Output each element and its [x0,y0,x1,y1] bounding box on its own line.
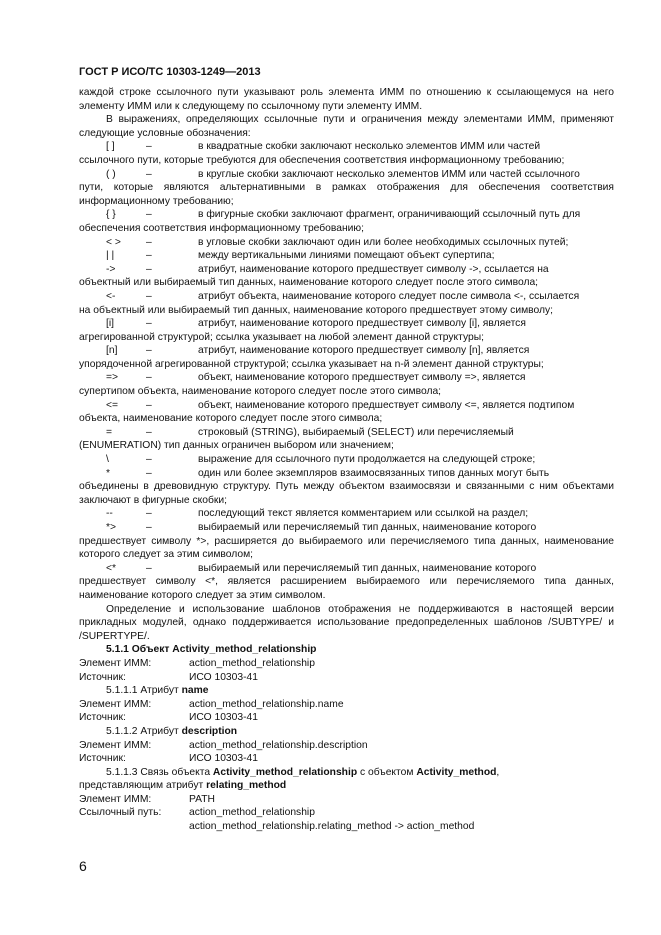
symbol: ( ) [106,168,116,180]
symbol: <- [106,290,116,302]
label-element: Элемент ИММ: [79,739,152,751]
symbol-row [79,140,614,154]
symbol-row [79,290,614,304]
row-reference-path [79,806,614,833]
symbol: -- [106,508,113,520]
symbol: < > [106,236,121,248]
label-element: Элемент ИММ: [79,793,152,805]
section-5-1-1-3-heading-cont: представляющим атрибут relating_method [79,780,287,792]
section-5-1-1-heading: 5.1.1 Объект Activity_method_relationship [106,644,317,656]
symbol-description-cont: агрегированной структурой; ссылка указывает на любой элемент данной структуры; [79,331,485,343]
symbol-row [79,263,614,277]
symbol-row [79,236,614,250]
value-element: PATH [189,793,215,805]
symbol: -> [106,263,116,275]
symbol-dash: – [146,318,152,330]
row-element [79,739,614,753]
document-header: ГОСТ Р ИСО/ТС 10303-1249—2013 [79,66,261,78]
symbol-description: атрибут, наименование которого предшествует символу [i], является [198,318,526,330]
section-5-1-1-1-heading: 5.1.1.1 Атрибут name [106,685,209,697]
symbol-row [79,344,614,358]
symbol-description: объект, наименование которого предшествует символу <=, является подтипом [198,399,575,411]
row-element [79,657,614,671]
symbol-list [79,140,614,602]
symbol-description: в фигурные скобки заключают фрагмент, ограничивающий ссылочный путь для [198,209,581,221]
symbol: = [106,426,113,438]
symbol-dash: – [146,508,152,520]
symbol-row [79,249,614,263]
intro-paragraph: каждой строке ссылочного пути указывают роль элемента ИММ по отношению к ссылающемуся на него элементу ИММ или к следующему по ссылочному пути элементу ИММ. [79,87,614,112]
symbol-dash: – [146,168,152,180]
value-source: ИСО 10303-41 [189,712,258,724]
symbol-description: атрибут, наименование которого предшествует символу ->, ссылается на [198,263,549,275]
label-element: Элемент ИММ: [79,657,152,669]
section-5-1-1-3-heading: 5.1.1.3 Связь объекта Activity_method_relationship с объектом Activity_method, [106,766,500,778]
symbol-row [79,521,614,535]
label-source: Источник: [79,753,126,765]
symbol-description: атрибут, наименование которого предшествует символу [n], является [198,345,530,357]
symbol-description: выбираемый или перечисляемый тип данных, наименование которого [198,562,537,574]
symbol-dash: – [146,345,152,357]
symbol-row [79,399,614,413]
symbol-row [79,317,614,331]
symbol: \ [106,454,109,466]
page-number: 6 [79,858,87,874]
symbol-dash: – [146,426,152,438]
notation-intro: В выражениях, определяющих ссылочные пути и ограничения между элементами ИММ, применяют следующие условные обозначения: [79,114,614,139]
symbol-description: в квадратные скобки заключают несколько элементов ИММ или частей [198,141,541,153]
symbol-dash: – [146,522,152,533]
symbol-description: последующий текст является комментарием или ссылкой на раздел; [198,508,529,520]
symbol-description-cont: на объектный или выбираемый тип данных, наименование которого предшествует этому символу; [79,304,554,316]
symbol-description: выражение для ссылочного пути продолжается на следующей строке; [198,454,536,466]
templates-paragraph: Определение и использование шаблонов отображения не поддерживаются в настоящей версии прикладных модулей, однако поддерживается использование предопределенных шаблонов /SUBTYPE/ и /SUPERTYPE/. [79,603,614,642]
symbol-row [79,562,614,576]
label-source: Источник: [79,671,126,683]
symbol-row [79,426,614,440]
row-source [79,711,614,725]
label-element: Элемент ИММ: [79,698,152,710]
row-element [79,698,614,712]
label-reference-path: Ссылочный путь: [79,807,162,819]
symbol-row [79,371,614,385]
row-element [79,793,614,807]
symbol-dash: – [146,399,152,411]
symbol-description-cont: предшествует символу *>, расширяется до выбираемого или перечисляемого типа данных, наименование которого следует за этим символом; [79,535,614,561]
symbol-description: объект, наименование которого предшествует символу =>, является [198,372,526,384]
symbol-dash: – [146,372,152,384]
symbol-row [79,208,614,222]
symbol: => [106,372,119,384]
symbol-description-cont: супертипом объекта, наименование которого следует после этого символа; [79,386,442,398]
section-5-1-1-2-heading: 5.1.1.2 Атрибут description [106,725,238,737]
symbol: | | [106,250,115,262]
value-element: action_method_relationship.name [189,698,344,710]
symbol-description-cont: объекта, наименование которого следует после этого символа; [79,413,383,425]
label-source: Источник: [79,712,126,724]
symbol-dash: – [146,467,152,479]
symbol-dash: – [146,236,152,248]
symbol-description-cont: предшествует символу <*, является расширением выбираемого или перечисляемого типа данных, наименование которого следует за этим символом. [79,576,614,601]
symbol: * [106,467,111,479]
symbol: [n] [106,345,118,357]
value-source: ИСО 10303-41 [189,671,258,683]
symbol-description: в угловые скобки заключают один или более необходимых ссылочных путей; [198,236,569,248]
symbol: [ ] [106,141,115,153]
value-element: action_method_relationship.description [189,739,368,751]
symbol-description: между вертикальными линиями помещают объект супертипа; [198,250,495,262]
symbol-description-cont: пути, которые являются альтернативными в рамках отображения для обеспечения соответствия информационному требованию; [79,182,614,207]
row-source [79,752,614,766]
symbol-row [79,453,614,467]
symbol: <* [106,562,117,574]
row-source [79,671,614,685]
symbol-description: строковый (STRING), выбираемый (SELECT) или перечисляемый [198,426,514,438]
symbol-description: один или более экземпляров взаимосвязанных типов данных могут быть [198,467,550,479]
symbol-row [79,467,614,481]
symbol-dash: – [146,562,152,574]
symbol-description-cont: (ENUMERATION) тип данных ограничен выбором или значением; [79,440,394,452]
value-reference-path: action_method_relationship action_method_relationship.relating_method -> action_method [189,807,475,833]
symbol-description-cont: обеспечения соответствия информационному требованию; [79,222,365,234]
symbol-row [79,168,614,182]
symbol-dash: – [146,250,152,262]
symbol-description-cont: ссылочного пути, которые требуются для обеспечения соответствия информационному требованию; [79,154,565,166]
symbol-description: в круглые скобки заключают несколько элементов ИММ или частей ссылочного [198,168,580,180]
symbol-dash: – [146,209,152,221]
symbol-row [79,507,614,521]
symbol-description: выбираемый или перечисляемый тип данных, наименование которого [198,522,537,533]
symbol-dash: – [146,454,152,466]
symbol-description-cont: объединены в древовидную структуру. Путь между объектом взаимосвязи и связанными с ним объектами заключают в фигурные скобки; [79,481,614,506]
symbol-dash: – [146,263,152,275]
value-element: action_method_relationship [189,657,315,669]
symbol-description-cont: объектный или выбираемый тип данных, наименование которого следует после этого символа; [79,277,539,289]
symbol: <= [106,399,119,411]
value-source: ИСО 10303-41 [189,753,258,765]
symbol: [i] [106,318,115,330]
symbol-dash: – [146,290,152,302]
symbol-dash: – [146,141,152,153]
symbol: *> [106,522,117,533]
symbol-description-cont: упорядоченной агрегированной структурой; ссылка указывает на n-й элемент данной структуры; [79,358,544,370]
symbol-description: атрибут объекта, наименование которого следует после символа <-, ссылается [198,290,580,302]
symbol: { } [106,209,116,221]
page-content [79,86,614,834]
